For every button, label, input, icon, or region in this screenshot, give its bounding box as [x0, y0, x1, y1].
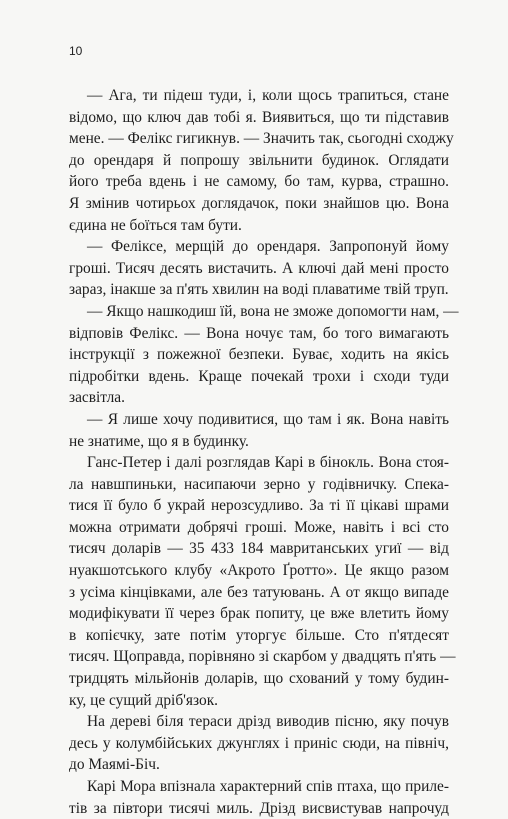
text-line: нуакшотського клубу «Акрото Ґротто». Це якщо разом [69, 562, 449, 580]
text-line: з усіма кінцівками, але без татуювань. А от якщо випаде [69, 583, 449, 601]
text-line: засвітла. [69, 389, 125, 407]
text-body [69, 85, 459, 819]
text-line: його треба вдень і не самому, бо там, курва, страшно. [69, 173, 449, 191]
text-line: тридцять мільйонів доларів, що схований у тому будин- [69, 670, 449, 688]
text-line: єдина не боїться там бути. [69, 216, 242, 234]
paragraph-3 [69, 301, 459, 409]
text-line: тися її було б украй нерозсудливо. За ті її цікаві шрами [69, 497, 449, 515]
text-line: тисяч доларів — 35 433 184 мавританських угиї — від [69, 540, 449, 558]
text-line: зараз, інакше за п'ять хвилин на воді плаватиме твій труп. [69, 281, 449, 299]
text-line: — Я лише хочу подивитися, що там і як. Вона навіть [87, 410, 449, 428]
text-line: — Феліксе, мерщій до орендаря. Запропонуй йому [87, 238, 449, 256]
text-line: Я змінив чотирьох доглядачок, поки знайшов цю. Вона [69, 194, 449, 212]
paragraph-1 [69, 85, 454, 236]
text-line: ла навшпиньки, насипаючи зерно у годівничку. Спека- [69, 475, 449, 493]
paragraph-6 [69, 711, 449, 776]
text-line: підробітки вдень. Краще почекай трохи і сходи туди [69, 367, 449, 385]
page-number: 10 [69, 44, 83, 58]
text-line: до Маямі-Біч. [69, 756, 160, 774]
text-line: гроші. Тисяч десять вистачить. А ключі дай мені просто [69, 259, 449, 277]
text-line: до орендаря й попрошу звільнити будинок. Оглядати [69, 151, 449, 169]
text-line: мене. — Фелікс гигикнув. — Значить так, сьогодні сходжу [69, 130, 454, 148]
text-line: можна отримати добрячі гроші. Може, навіть і всі сто [69, 518, 449, 536]
text-line: інструкції з пожежної безпеки. Буває, ходить на якісь [69, 346, 449, 364]
text-line: тисяч. Щоправда, порівняно зі скарбом у двадцять п'ять — [69, 648, 456, 666]
paragraph-5 [69, 452, 456, 711]
text-line: тів за півтори тисячі миль. Дрізд висвистував напрочуд [69, 799, 449, 817]
text-line: десь у колумбійських джунглях і приніс сюди, на північ, [69, 734, 449, 752]
text-line: ку, це сущий дріб'язок. [69, 691, 219, 709]
text-line: — Якщо нашкодиш їй, вона не зможе допомогти нам, — [87, 302, 459, 320]
text-line: Карі Мора впізнала характерний спів птаха, що приле- [87, 778, 449, 795]
text-line: Ганс-Петер і далі розглядав Карі в бінокль. Вона стоя- [87, 454, 449, 472]
text-line: в копієчку, зате потім уторгує більше. Сто п'ятдесят [69, 626, 449, 644]
text-line: відповів Фелікс. — Вона ночує там, бо того вимагають [69, 324, 449, 342]
text-line: На дереві біля тераси дрізд виводив пісню, яку почув [87, 713, 449, 731]
text-line: відомо, що ключ дав тобі я. Виявиться, що ти підставив [69, 108, 449, 126]
paragraph-2 [69, 236, 449, 301]
text-line: не знатиме, що я в будинку. [69, 432, 249, 450]
paragraph-4 [69, 409, 449, 452]
text-line: модифікувати її через брак попиту, це вже влетить йому [69, 605, 449, 623]
paragraph-7 [69, 776, 449, 819]
text-line: — Ага, ти підеш туди, і, коли щось трапиться, стане [87, 87, 449, 104]
